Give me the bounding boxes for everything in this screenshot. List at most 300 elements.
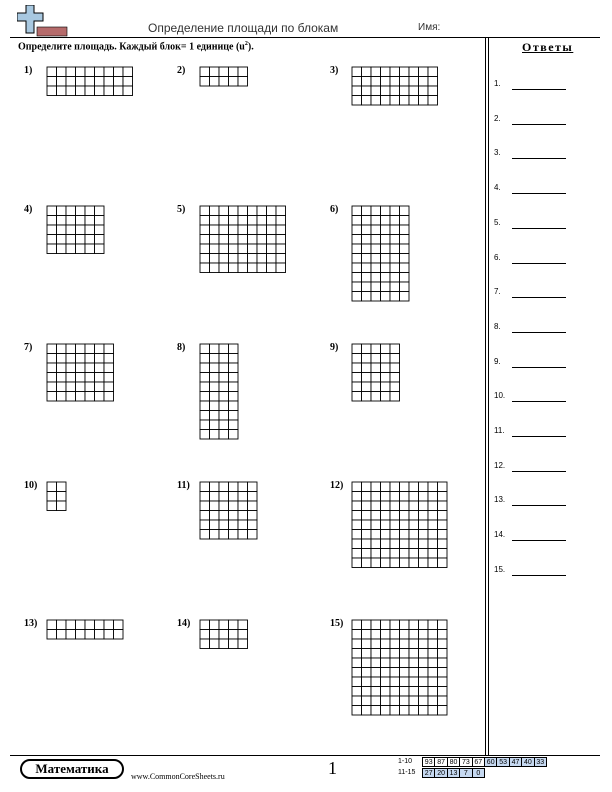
- block-cell: [428, 639, 438, 649]
- block-cell: [210, 520, 220, 530]
- block-cell: [229, 492, 239, 502]
- block-cell: [362, 706, 372, 716]
- block-cell: [248, 235, 258, 245]
- block-cell: [352, 244, 362, 254]
- score-cell: 67: [472, 757, 485, 767]
- block-cell: [238, 492, 248, 502]
- block-cell: [57, 354, 67, 364]
- block-cell: [400, 216, 410, 226]
- block-cell: [371, 706, 381, 716]
- block-cell: [400, 687, 410, 697]
- answer-line[interactable]: [512, 436, 566, 437]
- block-cell: [419, 501, 429, 511]
- answer-line[interactable]: [512, 263, 566, 264]
- block-cell: [390, 511, 400, 521]
- block-cell: [200, 520, 210, 530]
- block-cell: [47, 67, 57, 77]
- block-cell: [95, 86, 105, 96]
- block-cell: [219, 67, 229, 77]
- block-cell: [210, 263, 220, 273]
- block-cell: [438, 649, 448, 659]
- block-cell: [400, 511, 410, 521]
- block-cell: [438, 530, 448, 540]
- block-cell: [390, 273, 400, 283]
- answer-line[interactable]: [512, 401, 566, 402]
- block-cell: [390, 382, 400, 392]
- block-cell: [400, 206, 410, 216]
- block-cell: [66, 77, 76, 87]
- block-cell: [47, 244, 57, 254]
- block-cell: [352, 344, 362, 354]
- block-cell: [219, 420, 229, 430]
- block-cell: [248, 530, 258, 540]
- block-cell: [400, 67, 410, 77]
- block-cell: [238, 530, 248, 540]
- block-cell: [362, 292, 372, 302]
- block-cell: [400, 482, 410, 492]
- block-cell: [229, 363, 239, 373]
- answer-number: 10.: [494, 391, 506, 401]
- block-cell: [362, 620, 372, 630]
- problem-label: 10): [24, 480, 38, 491]
- block-cell: [419, 530, 429, 540]
- block-cell: [381, 558, 391, 568]
- block-cell: [362, 382, 372, 392]
- block-cell: [352, 649, 362, 659]
- block-cell: [57, 216, 67, 226]
- block-cell: [229, 530, 239, 540]
- answer-line[interactable]: [512, 471, 566, 472]
- block-cell: [276, 244, 286, 254]
- block-cell: [219, 482, 229, 492]
- score-cell: 47: [509, 757, 522, 767]
- block-cell: [76, 392, 86, 402]
- block-cell: [76, 382, 86, 392]
- block-grid: [199, 205, 287, 274]
- block-cell: [57, 620, 67, 630]
- block-cell: [95, 620, 105, 630]
- block-cell: [238, 206, 248, 216]
- block-cell: [400, 501, 410, 511]
- block-cell: [210, 354, 220, 364]
- block-cell: [381, 677, 391, 687]
- subject-badge: Математика: [20, 759, 124, 779]
- block-cell: [210, 511, 220, 521]
- block-cell: [66, 86, 76, 96]
- block-cell: [419, 620, 429, 630]
- block-cell: [428, 530, 438, 540]
- block-cell: [123, 67, 133, 77]
- block-cell: [352, 492, 362, 502]
- block-cell: [248, 206, 258, 216]
- block-cell: [409, 649, 419, 659]
- block-cell: [371, 649, 381, 659]
- block-cell: [381, 235, 391, 245]
- block-cell: [352, 273, 362, 283]
- block-cell: [352, 530, 362, 540]
- answer-number: 3.: [494, 148, 501, 158]
- block-cell: [381, 501, 391, 511]
- block-cell: [248, 511, 258, 521]
- answer-line[interactable]: [512, 367, 566, 368]
- block-cell: [47, 363, 57, 373]
- score-key-label: 1-10: [398, 758, 413, 765]
- block-cell: [371, 696, 381, 706]
- block-cell: [362, 373, 372, 383]
- name-label: Имя:: [418, 22, 441, 33]
- block-cell: [390, 67, 400, 77]
- block-cell: [390, 558, 400, 568]
- block-cell: [438, 539, 448, 549]
- block-cell: [390, 263, 400, 273]
- score-cell: 80: [447, 757, 460, 767]
- block-cell: [104, 86, 114, 96]
- block-cell: [400, 282, 410, 292]
- block-cell: [352, 206, 362, 216]
- block-cell: [400, 639, 410, 649]
- block-cell: [390, 706, 400, 716]
- block-cell: [409, 687, 419, 697]
- block-cell: [200, 392, 210, 402]
- block-cell: [104, 392, 114, 402]
- block-cell: [352, 254, 362, 264]
- block-cell: [371, 282, 381, 292]
- block-cell: [47, 373, 57, 383]
- answer-line[interactable]: [512, 228, 566, 229]
- block-cell: [419, 630, 429, 640]
- block-cell: [210, 411, 220, 421]
- answer-number: 7.: [494, 287, 501, 297]
- block-grid: [46, 619, 124, 640]
- block-cell: [390, 549, 400, 559]
- answer-number: 8.: [494, 321, 501, 331]
- block-cell: [57, 235, 67, 245]
- answers-title: Ответы: [522, 40, 574, 54]
- answer-line[interactable]: [512, 124, 566, 125]
- answer-line[interactable]: [512, 332, 566, 333]
- block-cell: [400, 520, 410, 530]
- block-cell: [371, 344, 381, 354]
- problem-label: 14): [177, 618, 191, 629]
- block-cell: [419, 706, 429, 716]
- block-cell: [219, 392, 229, 402]
- website-link[interactable]: www.CommonCoreSheets.ru: [131, 772, 225, 781]
- block-cell: [400, 549, 410, 559]
- block-cell: [438, 520, 448, 530]
- problem-label: 2): [177, 65, 186, 76]
- block-cell: [371, 235, 381, 245]
- block-cell: [381, 282, 391, 292]
- block-cell: [381, 363, 391, 373]
- block-cell: [352, 96, 362, 106]
- block-cell: [200, 420, 210, 430]
- block-cell: [352, 392, 362, 402]
- block-grid: [351, 343, 401, 402]
- block-cell: [409, 620, 419, 630]
- block-cell: [66, 67, 76, 77]
- block-cell: [200, 254, 210, 264]
- problem-label: 1): [24, 65, 33, 76]
- block-cell: [438, 658, 448, 668]
- answer-number: 4.: [494, 183, 501, 193]
- block-cell: [381, 244, 391, 254]
- problem-label: 8): [177, 342, 186, 353]
- block-cell: [267, 206, 277, 216]
- block-cell: [362, 687, 372, 697]
- block-cell: [219, 216, 229, 226]
- block-cell: [85, 86, 95, 96]
- block-cell: [371, 254, 381, 264]
- block-cell: [362, 254, 372, 264]
- block-cell: [371, 677, 381, 687]
- answer-line[interactable]: [512, 540, 566, 541]
- block-cell: [85, 354, 95, 364]
- block-cell: [428, 492, 438, 502]
- block-cell: [371, 530, 381, 540]
- block-cell: [390, 482, 400, 492]
- block-cell: [409, 482, 419, 492]
- block-grid: [46, 481, 67, 512]
- answer-line[interactable]: [512, 575, 566, 576]
- block-cell: [381, 273, 391, 283]
- block-cell: [352, 706, 362, 716]
- block-cell: [57, 206, 67, 216]
- block-cell: [104, 382, 114, 392]
- block-cell: [390, 639, 400, 649]
- block-cell: [371, 77, 381, 87]
- block-cell: [400, 649, 410, 659]
- block-cell: [66, 225, 76, 235]
- block-cell: [47, 225, 57, 235]
- block-cell: [210, 216, 220, 226]
- block-cell: [66, 235, 76, 245]
- block-cell: [229, 639, 239, 649]
- block-grid: [199, 619, 249, 650]
- block-cell: [85, 235, 95, 245]
- block-cell: [390, 696, 400, 706]
- block-cell: [210, 639, 220, 649]
- block-cell: [381, 206, 391, 216]
- block-cell: [352, 511, 362, 521]
- block-cell: [257, 225, 267, 235]
- block-cell: [66, 620, 76, 630]
- score-cell: 0: [472, 768, 485, 778]
- score-cell: 20: [434, 768, 447, 778]
- problem-label: 15): [330, 618, 344, 629]
- block-cell: [362, 77, 372, 87]
- block-cell: [200, 530, 210, 540]
- block-cell: [362, 539, 372, 549]
- block-cell: [95, 77, 105, 87]
- block-cell: [229, 344, 239, 354]
- block-cell: [104, 77, 114, 87]
- block-cell: [219, 206, 229, 216]
- block-cell: [210, 392, 220, 402]
- block-cell: [47, 492, 57, 502]
- block-cell: [219, 344, 229, 354]
- block-cell: [419, 86, 429, 96]
- block-cell: [219, 225, 229, 235]
- block-cell: [352, 482, 362, 492]
- block-cell: [371, 244, 381, 254]
- block-cell: [95, 344, 105, 354]
- block-cell: [419, 649, 429, 659]
- block-cell: [428, 649, 438, 659]
- block-cell: [248, 263, 258, 273]
- block-cell: [352, 86, 362, 96]
- block-cell: [200, 363, 210, 373]
- block-cell: [57, 492, 67, 502]
- block-cell: [104, 630, 114, 640]
- block-cell: [428, 482, 438, 492]
- block-cell: [400, 77, 410, 87]
- block-cell: [381, 620, 391, 630]
- block-cell: [381, 687, 391, 697]
- block-cell: [267, 263, 277, 273]
- block-cell: [362, 549, 372, 559]
- score-cell: 53: [496, 757, 509, 767]
- block-cell: [352, 354, 362, 364]
- block-cell: [47, 235, 57, 245]
- block-cell: [400, 492, 410, 502]
- block-cell: [95, 216, 105, 226]
- block-cell: [85, 363, 95, 373]
- block-cell: [390, 77, 400, 87]
- block-cell: [390, 520, 400, 530]
- block-cell: [76, 244, 86, 254]
- block-cell: [76, 235, 86, 245]
- block-cell: [362, 282, 372, 292]
- block-cell: [219, 501, 229, 511]
- block-cell: [229, 354, 239, 364]
- block-cell: [200, 382, 210, 392]
- block-cell: [114, 630, 124, 640]
- block-cell: [428, 620, 438, 630]
- block-cell: [248, 520, 258, 530]
- problem-label: 12): [330, 480, 344, 491]
- block-cell: [210, 482, 220, 492]
- block-cell: [248, 244, 258, 254]
- block-cell: [229, 392, 239, 402]
- problem-label: 4): [24, 204, 33, 215]
- block-cell: [362, 235, 372, 245]
- block-cell: [371, 263, 381, 273]
- block-cell: [362, 216, 372, 226]
- block-cell: [409, 630, 419, 640]
- block-cell: [219, 430, 229, 440]
- block-cell: [419, 687, 429, 697]
- block-cell: [419, 639, 429, 649]
- block-cell: [352, 282, 362, 292]
- block-cell: [381, 216, 391, 226]
- score-cell: 73: [459, 757, 472, 767]
- block-cell: [400, 530, 410, 540]
- block-cell: [352, 639, 362, 649]
- block-cell: [362, 86, 372, 96]
- answer-line[interactable]: [512, 297, 566, 298]
- score-cell: 40: [521, 757, 534, 767]
- block-cell: [390, 244, 400, 254]
- block-cell: [371, 558, 381, 568]
- block-cell: [390, 206, 400, 216]
- block-cell: [210, 492, 220, 502]
- answer-line[interactable]: [512, 89, 566, 90]
- block-cell: [76, 363, 86, 373]
- block-cell: [229, 382, 239, 392]
- block-cell: [76, 620, 86, 630]
- column-divider: [485, 37, 486, 755]
- block-cell: [352, 687, 362, 697]
- block-cell: [57, 244, 67, 254]
- block-cell: [362, 639, 372, 649]
- block-cell: [219, 77, 229, 87]
- block-cell: [362, 492, 372, 502]
- block-cell: [390, 96, 400, 106]
- block-cell: [257, 235, 267, 245]
- answer-line[interactable]: [512, 158, 566, 159]
- answer-number: 9.: [494, 356, 501, 366]
- block-cell: [47, 344, 57, 354]
- block-cell: [428, 67, 438, 77]
- block-cell: [95, 392, 105, 402]
- block-cell: [381, 520, 391, 530]
- block-cell: [219, 382, 229, 392]
- block-cell: [200, 263, 210, 273]
- block-cell: [409, 67, 419, 77]
- block-cell: [219, 492, 229, 502]
- block-cell: [57, 382, 67, 392]
- block-cell: [200, 630, 210, 640]
- block-cell: [419, 96, 429, 106]
- block-grid: [46, 66, 134, 97]
- block-cell: [381, 492, 391, 502]
- block-cell: [352, 501, 362, 511]
- block-cell: [210, 530, 220, 540]
- block-cell: [428, 539, 438, 549]
- block-cell: [371, 225, 381, 235]
- block-cell: [114, 86, 124, 96]
- block-cell: [267, 254, 277, 264]
- block-cell: [362, 354, 372, 364]
- block-cell: [85, 216, 95, 226]
- block-cell: [238, 235, 248, 245]
- block-cell: [400, 263, 410, 273]
- answer-line[interactable]: [512, 193, 566, 194]
- block-cell: [409, 520, 419, 530]
- answer-line[interactable]: [512, 505, 566, 506]
- block-cell: [428, 706, 438, 716]
- block-cell: [210, 620, 220, 630]
- block-cell: [47, 206, 57, 216]
- block-cell: [362, 658, 372, 668]
- block-cell: [352, 658, 362, 668]
- block-cell: [352, 77, 362, 87]
- block-cell: [95, 67, 105, 77]
- block-cell: [104, 373, 114, 383]
- block-cell: [200, 501, 210, 511]
- block-cell: [381, 482, 391, 492]
- block-cell: [400, 658, 410, 668]
- block-cell: [371, 549, 381, 559]
- block-cell: [390, 216, 400, 226]
- block-cell: [276, 225, 286, 235]
- block-cell: [390, 373, 400, 383]
- page-number: 1: [328, 758, 337, 778]
- block-cell: [76, 77, 86, 87]
- block-cell: [371, 492, 381, 502]
- block-cell: [238, 620, 248, 630]
- block-grid: [199, 66, 249, 87]
